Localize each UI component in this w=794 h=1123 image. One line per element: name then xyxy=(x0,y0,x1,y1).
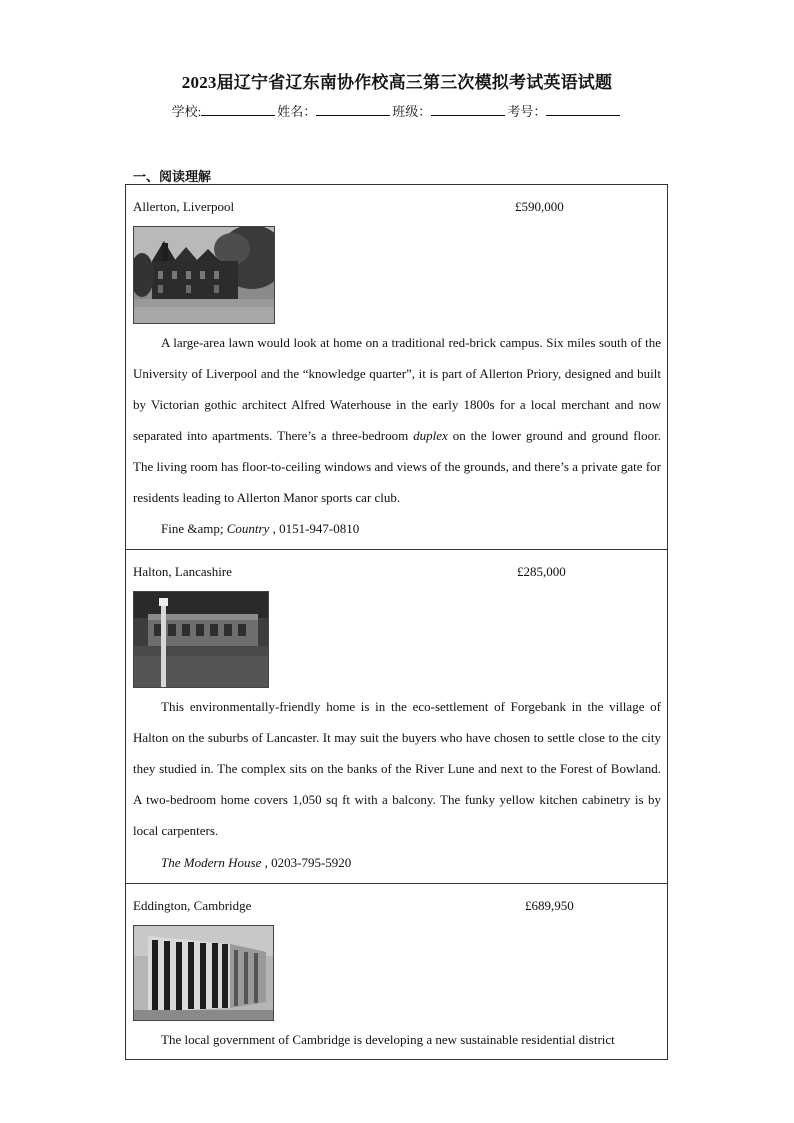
section-heading: 一、阅读理解 xyxy=(133,169,212,184)
listings-table xyxy=(125,184,668,1060)
listing-description: This environmentally-friendly home is in the eco-settlement of Forgebank in the village of Halton on the suburbs of Lancaster. It may suit the buyers who have chosen to settle close to the city they studied in. The complex sits on the banks of the River Lune and next to the Forest of Bowland. A two-bedroom home covers 1,050 sq ft with a balcony. The funky yellow kitchen cabinetry is by local carpenters. xyxy=(133,699,661,838)
gothic-house-photo xyxy=(133,226,275,324)
apartment-block-photo xyxy=(133,925,274,1021)
number-blank[interactable] xyxy=(546,102,620,116)
number-label: 考号： xyxy=(507,104,547,119)
student-info-line xyxy=(0,101,794,120)
listing-price: £285,000 xyxy=(517,564,566,579)
listing-place: Eddington, Cambridge xyxy=(133,898,252,913)
listing-description: A large-area lawn would look at home on a traditional red-brick campus. Six miles south of the University of Liverpool and the “knowledge quarter”, it is part of Allerton Priory, designed and built by Victorian gothic architect Alfred Waterhouse in the early 1800s for a local merchant and now separated into apartments. There’s a three-bedroom duplex on the lower ground and ground floor. The living room has floor-to-ceiling windows and views of the grounds, and there’s a private gate for residents leading to Allerton Manor sports car club. xyxy=(133,335,662,505)
listing-eddington xyxy=(126,884,667,1059)
listing-place: Halton, Lancashire xyxy=(133,564,232,579)
name-label: 姓名： xyxy=(277,104,317,119)
listing-contact: Fine &amp; Country , 0151-947-0810 xyxy=(161,521,360,536)
class-blank[interactable] xyxy=(431,102,505,116)
listing-contact: The Modern House , 0203-795-5920 xyxy=(161,855,352,870)
listing-allerton xyxy=(126,185,667,550)
name-blank[interactable] xyxy=(316,102,390,116)
listing-place: Allerton, Liverpool xyxy=(133,199,235,214)
listing-price: £590,000 xyxy=(515,199,564,214)
listing-description: The local government of Cambridge is developing a new sustainable residential district xyxy=(161,1032,615,1047)
listing-price: £689,950 xyxy=(525,898,574,913)
listing-halton xyxy=(126,550,667,884)
exam-title: 2023届辽宁省辽东南协作校高三第三次模拟考试英语试题 xyxy=(181,73,613,92)
eco-home-photo xyxy=(133,591,269,688)
school-blank[interactable] xyxy=(201,102,275,116)
school-label: 学校: xyxy=(171,104,202,119)
class-label: 班级： xyxy=(392,104,432,119)
